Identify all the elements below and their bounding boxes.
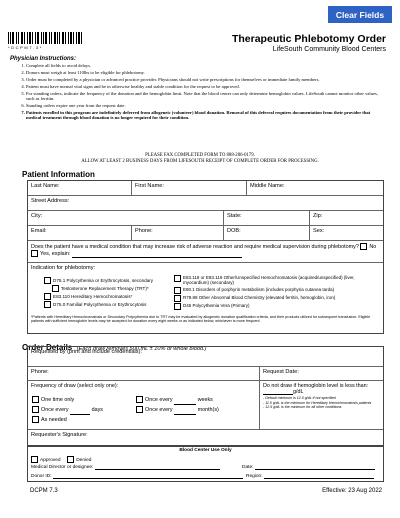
request-date-field[interactable] bbox=[260, 367, 383, 380]
blood-center-heading: Blood Center Use Only bbox=[179, 448, 232, 453]
order-section-note: (Each draw removes 500 mL ± 10% of whole blood.) bbox=[76, 346, 207, 352]
hemoglobin-note: 12.5 g/dL is the minimum for all other conditions bbox=[265, 405, 342, 409]
region-row bbox=[246, 474, 374, 479]
once-every-days-label: Once every bbox=[41, 407, 69, 413]
explain-input[interactable] bbox=[72, 257, 242, 258]
no-label: No bbox=[369, 243, 377, 250]
city-field[interactable] bbox=[28, 211, 224, 225]
indication-checkbox[interactable] bbox=[174, 275, 181, 282]
region-input[interactable] bbox=[264, 478, 374, 479]
last-name-field[interactable] bbox=[28, 181, 132, 195]
hemoglobin-note: Default minimum is 12.0 g/dL if not specified bbox=[265, 396, 336, 401]
blood-center-box bbox=[27, 446, 384, 482]
days-label: days bbox=[91, 407, 103, 413]
once-every-weeks-checkbox[interactable] bbox=[136, 396, 143, 403]
donor-id-row bbox=[31, 474, 243, 479]
indication-checkbox[interactable] bbox=[44, 301, 51, 308]
director-label: Medical Director or designee: bbox=[31, 465, 94, 470]
date-row bbox=[242, 465, 375, 470]
director-row bbox=[31, 465, 220, 470]
indication-label: D45 Polycythemia Vera (Primary) bbox=[183, 302, 250, 308]
phone-field[interactable] bbox=[132, 226, 224, 240]
first-name-field[interactable] bbox=[132, 181, 247, 195]
donor-id-input[interactable] bbox=[53, 478, 243, 479]
clear-fields-button[interactable]: Clear Fields bbox=[328, 6, 392, 23]
instruction-item: 3. Order must be completed by a physician or advanced practice provider. Physicians should not write prescriptions for themselves or immediate family members. bbox=[26, 77, 380, 82]
effective-date: Effective: 23 Aug 2022 bbox=[322, 488, 382, 494]
indication-label: Testosterone Replacement Therapy (TRT)* bbox=[61, 286, 149, 291]
form-id: DCPM 7.3 bbox=[30, 488, 58, 494]
frequency-right-options bbox=[136, 395, 219, 415]
fax-line: PLEASE FAX COMPLETED FORM TO 888-286-0179. bbox=[145, 153, 255, 158]
denied-label: Denied bbox=[76, 457, 92, 463]
requested-by-field[interactable] bbox=[28, 347, 383, 366]
instructions-list bbox=[14, 63, 380, 122]
once-every-weeks-label: Once every bbox=[145, 397, 173, 403]
street-address-field[interactable] bbox=[28, 196, 383, 210]
hemoglobin-unit: g/dL bbox=[293, 389, 304, 396]
signature-label: Requester's Signature: bbox=[31, 432, 88, 438]
first-name-label: First Name: bbox=[135, 183, 164, 189]
indication-left-column bbox=[44, 277, 194, 309]
sex-label: Sex: bbox=[313, 228, 325, 234]
zip-label: Zip: bbox=[313, 213, 323, 219]
indication-checkbox[interactable] bbox=[52, 285, 59, 292]
months-input[interactable] bbox=[174, 414, 196, 415]
indication-label: R79.89 Other Abnormal Blood Chemistry (elevated ferritin, hemoglobin, iron) bbox=[183, 294, 336, 300]
indication-right-column bbox=[174, 275, 379, 310]
indication-box bbox=[28, 263, 383, 335]
medical-condition-question bbox=[28, 241, 383, 262]
date-label: Date: bbox=[242, 465, 254, 470]
approval-options bbox=[31, 456, 91, 463]
hemoglobin-input[interactable] bbox=[263, 394, 293, 395]
months-label: month(s) bbox=[197, 407, 219, 413]
as-needed-label: As needed bbox=[41, 417, 67, 423]
weeks-label: weeks bbox=[197, 397, 213, 403]
hemoglobin-label: Do not draw if hemoglobin level is less than: bbox=[263, 383, 369, 389]
patient-section-title: Patient Information bbox=[22, 170, 95, 179]
indication-label: E83.118 or E83.119 Other/Unspecified Hemochromatosis (acquired/unspecified) (liver, myocardium) (secondary) bbox=[183, 275, 355, 286]
indication-label: E80.1 Disorders of porphyrin metabolism (includes porphyria cutanea tarda) bbox=[183, 286, 335, 292]
indication-heading: Indication for phlebotomy: bbox=[31, 265, 96, 271]
instruction-item: 5. For standing orders, indicate the frequency of the donation and the hemoglobin limit. Note that the blood center can only determine hemoglobin values. LifeSouth cannot monitor other values, such as ferritin. bbox=[26, 91, 380, 102]
indication-checkbox[interactable] bbox=[174, 303, 181, 310]
barcode-text: *DCPM7.3* bbox=[8, 45, 43, 50]
frequency-left-options bbox=[32, 395, 103, 425]
signature-field[interactable] bbox=[28, 430, 383, 445]
hemoglobin-notes: - Default minimum is 12.0 g/dL if not specified - 11.0 g/dL is the minimum for Hereditary Hemochromatosis patients - 12.5 g/dL is the minimum for all other conditions bbox=[263, 396, 372, 409]
state-label: State: bbox=[227, 213, 242, 219]
no-checkbox[interactable] bbox=[360, 243, 367, 250]
instruction-item: 1. Complete all fields to avoid delays. bbox=[26, 63, 380, 68]
last-name-label: Last Name: bbox=[31, 183, 60, 189]
hemoglobin-note: 11.0 g/dL is the minimum for Hereditary Hemochromatosis patients bbox=[265, 400, 372, 405]
instruction-item: 2. Donors must weigh at least 110lbs to be eligible for phlebotomy. bbox=[26, 70, 380, 75]
form-subtitle: LifeSouth Community Blood Centers bbox=[272, 46, 386, 53]
barcode bbox=[8, 32, 98, 44]
order-phone-field[interactable] bbox=[28, 367, 260, 380]
indication-checkbox[interactable] bbox=[44, 293, 51, 300]
approved-checkbox[interactable] bbox=[31, 456, 38, 463]
date-input[interactable] bbox=[255, 469, 375, 470]
sex-field[interactable] bbox=[310, 226, 383, 240]
instruction-item: 6. Standing orders expire one year from the request date. bbox=[26, 103, 380, 108]
patient-info-grid bbox=[27, 180, 384, 334]
fax-notice bbox=[20, 153, 380, 165]
email-field[interactable] bbox=[28, 226, 132, 240]
instruction-item: 4. Patient must have normal vital signs and be in otherwise healthy and stable condition for the request to be approved. bbox=[26, 84, 380, 89]
indication-label: D75.1 Polycythemia or Erythrocytosis, secondary bbox=[53, 278, 154, 283]
middle-name-field[interactable] bbox=[247, 181, 383, 195]
request-date-label: Request Date: bbox=[263, 369, 299, 375]
once-every-months-label: Once every bbox=[145, 407, 173, 413]
yes-checkbox[interactable] bbox=[31, 250, 38, 257]
medical-condition-text: Does the patient have a medical condition that may increase risk of adverse reaction and require medical supervision during phlebotomy? bbox=[31, 243, 359, 250]
yes-label: Yes, explain: bbox=[40, 251, 71, 258]
order-section-title: Order Details bbox=[22, 343, 73, 352]
order-details-grid bbox=[27, 346, 384, 446]
email-label: Email: bbox=[31, 228, 47, 234]
middle-name-label: Middle Name: bbox=[250, 183, 285, 189]
order-phone-label: Phone: bbox=[31, 369, 49, 375]
region-label: Region: bbox=[246, 474, 263, 479]
indication-label: D75.0 Familial Polycythemia or Erythrocytosis bbox=[53, 302, 147, 307]
as-needed-checkbox[interactable] bbox=[32, 416, 39, 423]
indication-note: *Patients with Hereditary Hemochromatosis or Secondary Polycythemia due to TRT may be evaluated by allogeneic donation qualification criteria, and their products utilized for subsequent transfusion. Eligible patients with sufficient hemoglobin levels may be accepted for donation every eight weeks or as indicated below, whichever is more frequent. bbox=[31, 315, 371, 324]
form-title: Therapeutic Phlebotomy Order bbox=[231, 33, 386, 45]
days-input[interactable] bbox=[70, 414, 90, 415]
indication-label: E83.110 Hereditary Hemochromatosis* bbox=[53, 294, 133, 299]
once-every-months-checkbox[interactable] bbox=[136, 406, 143, 413]
fax-line: ALLOW AT LEAST 2 BUSINESS DAYS FROM LIFESOUTH RECEIPT OF COMPLETE ORDER FOR PROCESSING. bbox=[81, 159, 319, 164]
state-field[interactable] bbox=[224, 211, 310, 225]
once-every-days-checkbox[interactable] bbox=[32, 406, 39, 413]
frequency-label: Frequency of draw (select only one): bbox=[31, 383, 119, 389]
dob-field[interactable] bbox=[224, 226, 310, 240]
dob-label: DOB: bbox=[227, 228, 241, 234]
approved-label: Approved bbox=[40, 457, 61, 463]
indication-checkbox[interactable] bbox=[44, 277, 51, 284]
phone-label: Phone: bbox=[135, 228, 153, 234]
one-time-checkbox[interactable] bbox=[32, 396, 39, 403]
frequency-box bbox=[28, 381, 260, 429]
city-label: City: bbox=[31, 213, 43, 219]
requested-by-label: Requested by (print and include credentials): bbox=[31, 349, 143, 355]
denied-checkbox[interactable] bbox=[67, 456, 74, 463]
donor-id-label: Donor ID: bbox=[31, 474, 52, 479]
indication-checkbox[interactable] bbox=[174, 287, 181, 294]
instructions-heading: Physician Instructions: bbox=[10, 56, 77, 62]
one-time-label: One time only bbox=[41, 397, 75, 403]
instruction-item: 7. Patients enrolled in this program are indefinitely deferred from allogeneic (volunteer) blood donation. Removal of this deferral requires documentation from their provider that medical treatment through blood donation is no longer required for their condition. bbox=[26, 110, 380, 121]
street-address-label: Street Address: bbox=[31, 198, 70, 204]
zip-field[interactable] bbox=[310, 211, 383, 225]
hemoglobin-box bbox=[260, 381, 383, 429]
indication-checkbox[interactable] bbox=[174, 295, 181, 302]
director-input[interactable] bbox=[95, 469, 220, 470]
